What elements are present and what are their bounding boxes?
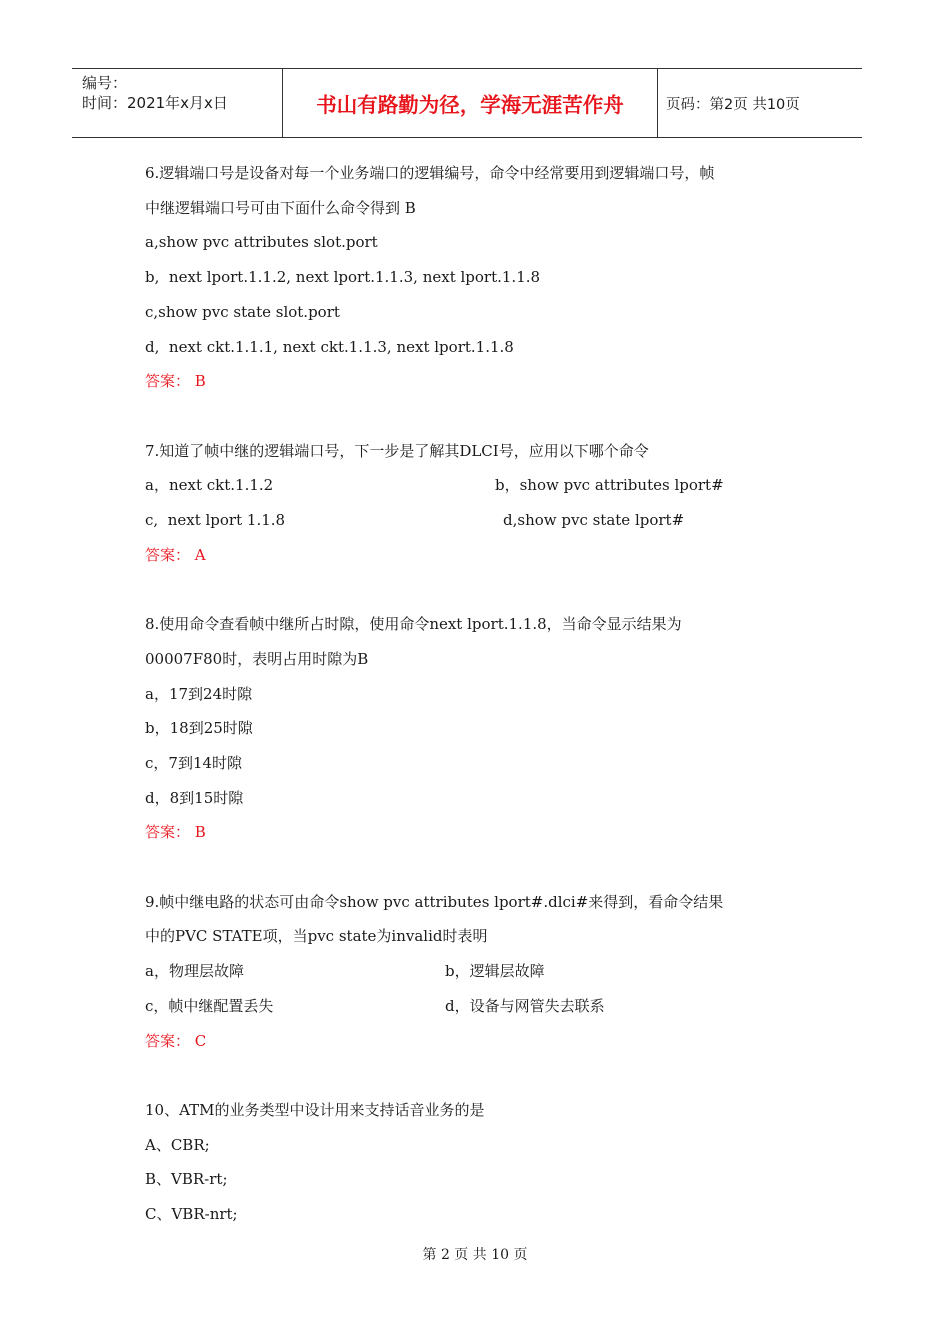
question-7-option-b: b，show pvc attributes lport# [495,476,724,495]
question-9-answer: 答案： C [145,1031,207,1050]
page-footer: 第 2 页 共 10 页 [422,1247,528,1263]
question-10-option-b: B、VBR-rt; [145,1170,228,1189]
question-8-option-d: d，8到15时隙 [145,788,244,807]
question-9-option-a: a，物理层故障 [145,962,244,981]
time-label: 时间：2021年x月x日 [82,94,228,112]
question-6-text: 6.逻辑端口号是设备对每一个业务端口的逻辑编号，命令中经常要用到逻辑端口号，帧 [145,164,715,182]
header-page-code: 页码：第2页 共10页 [666,96,800,113]
question-8-option-a: a，17到24时隙 [145,684,253,703]
question-6-option-d: d, next ckt.1.1.1, next ckt.1.1.3, next lport.1.1.8 [145,337,514,356]
question-8-option-b: b，18到25时隙 [145,719,253,738]
question-8-text-cont: 00007F80时，表明占用时隙为B [145,649,369,668]
question-8-text: 8.使用命令查看帧中继所占时隙，使用命令next lport.1.1.8，当命令显示结果为 [145,615,682,634]
question-9-option-d: d，设备与网管失去联系 [445,996,605,1015]
question-9-text-cont: 中的PVC STATE项，当pvc state为invalid时表明 [145,927,488,946]
question-7-options-row-2 [145,503,825,538]
question-7-answer: 答案： A [145,545,206,564]
question-9-options-row-2 [145,989,825,1024]
question-10-text: 10、ATM的业务类型中设计用来支持话音业务的是 [145,1100,485,1119]
spacer [145,1058,825,1093]
spacer [145,572,825,607]
question-7-text: 7.知道了帧中继的逻辑端口号，下一步是了解其DLCI号，应用以下哪个命令 [145,441,649,460]
question-6-option-b: b, next lport.1.1.2, next lport.1.1.3, next lport.1.1.8 [145,268,541,287]
number-label: 编号： [82,74,128,92]
header-motto: 书山有路勤为径，学海无涯苦作舟 [283,69,658,137]
header-meta [72,69,283,137]
question-7-option-d: d,show pvc state lport# [503,511,685,530]
question-7-option-a: a，next ckt.1.1.2 [145,476,274,495]
spacer [145,850,825,885]
page-header [72,68,862,138]
question-6-option-a: a,show pvc attributes slot.port [145,233,378,252]
question-10-option-a: A、CBR; [145,1135,210,1154]
question-9-option-c: c，帧中继配置丢失 [145,996,274,1015]
question-6-option-c: c,show pvc state slot.port [145,302,340,321]
question-8-answer: 答案： B [145,823,206,842]
question-8-option-c: c，7到14时隙 [145,753,243,772]
question-10-option-c: C、VBR-nrt; [145,1205,238,1224]
question-9-options-row-1 [145,954,825,989]
document-body [145,156,825,1232]
question-6-answer: 答案： B [145,372,206,391]
spacer [145,399,825,434]
question-7-option-c: c, next lport 1.1.8 [145,511,286,530]
question-6-text-cont: 中继逻辑端口号可由下面什么命令得到 B [145,198,416,217]
question-9-text: 9.帧中继电路的状态可由命令show pvc attributes lport#.dlci#来得到，看命令结果 [145,892,724,911]
question-7-options-row-1 [145,468,825,503]
question-9-option-b: b，逻辑层故障 [445,962,545,981]
